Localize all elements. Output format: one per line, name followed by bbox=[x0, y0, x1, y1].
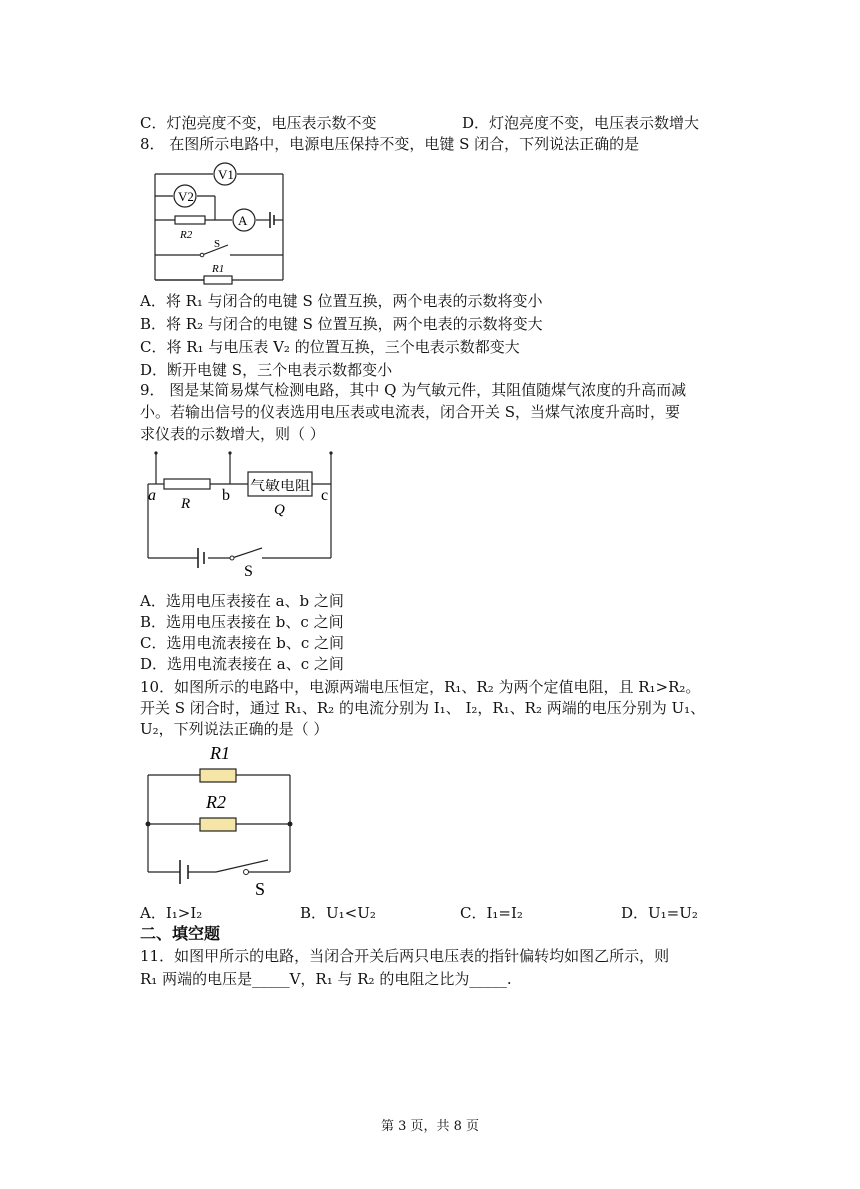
q9-circuit-diagram bbox=[140, 448, 350, 578]
q7-option-c: C．灯泡亮度不变，电压表示数不变 bbox=[140, 114, 377, 132]
q11-stem-line2: R₁ 两端的电压是_____V，R₁ 与 R₂ 的电阻之比为_____. bbox=[140, 970, 512, 988]
page-number: 第 3 页，共 8 页 bbox=[380, 1119, 480, 1134]
r1-label: R1 bbox=[210, 743, 230, 763]
q8-circuit-diagram bbox=[140, 160, 300, 285]
q10-option-d: D．U₁=U₂ bbox=[621, 904, 698, 922]
q10-stem-line2: 开关 S 闭合时，通过 R₁、R₂ 的电流分别为 I₁、 I₂，R₁、R₂ 两端的电压分别为 U₁、 bbox=[140, 699, 706, 717]
node-c-label: c bbox=[321, 487, 329, 504]
v1-label: V1 bbox=[218, 167, 234, 182]
v2-label: V2 bbox=[178, 189, 194, 204]
r1-label: R1 bbox=[212, 263, 225, 275]
q7-option-d: D．灯泡亮度不变，电压表示数增大 bbox=[462, 114, 700, 132]
section-heading: 二、填空题 bbox=[140, 924, 221, 943]
sensor-q-label: Q bbox=[274, 502, 285, 518]
q8-option-c: C．将 R₁ 与电压表 V₂ 的位置互换，三个电表示数都变大 bbox=[140, 338, 520, 356]
r2-label: R2 bbox=[180, 229, 193, 241]
q8-stem: 8． 在图所示电路中，电源电压保持不变，电键 S 闭合，下列说法正确的是 bbox=[140, 135, 640, 153]
node-a-label: a bbox=[148, 487, 156, 504]
switch-s-label: S bbox=[255, 879, 266, 899]
q10-option-b: B．U₁<U₂ bbox=[300, 904, 376, 922]
q11-stem-line1: 11．如图甲所示的电路，当闭合开关后两只电压表的指针偏转均如图乙所示，则 bbox=[140, 947, 670, 965]
q9-option-c: C．选用电流表接在 b、c 之间 bbox=[140, 634, 345, 652]
q9-stem-line2: 小。若输出信号的仪表选用电压表或电流表，闭合开关 S，当煤气浓度升高时，要 bbox=[140, 403, 681, 421]
q8-option-d: D．断开电键 S，三个电表示数都变小 bbox=[140, 361, 393, 379]
q9-stem-line1: 9． 图是某简易煤气检测电路，其中 Q 为气敏元件，其阻值随煤气浓度的升高而减 bbox=[140, 381, 687, 399]
switch-label: S bbox=[214, 238, 221, 250]
q10-circuit-diagram bbox=[140, 740, 300, 898]
q8-option-a: A．将 R₁ 与闭合的电键 S 位置互换，两个电表的示数将变小 bbox=[140, 292, 543, 310]
r2-label: R2 bbox=[206, 792, 226, 812]
q8-option-b: B．将 R₂ 与闭合的电键 S 位置互换，两个电表的示数将变大 bbox=[140, 315, 543, 333]
node-b-label: b bbox=[222, 487, 230, 504]
q9-option-d: D．选用电流表接在 a、c 之间 bbox=[140, 655, 344, 673]
ammeter-label: A bbox=[238, 213, 248, 228]
q9-stem-line3: 求仪表的示数增大，则（ ） bbox=[140, 425, 325, 443]
resistor-r-label: R bbox=[181, 496, 191, 512]
q10-stem-line1: 10．如图所示的电路中，电源两端电压恒定，R₁、R₂ 为两个定值电阻，且 R₁>R₂。 bbox=[140, 678, 701, 696]
gas-sensor-label: 气敏电阻 bbox=[250, 478, 310, 493]
q10-stem-line3: U₂，下列说法正确的是（ ） bbox=[140, 720, 329, 738]
q9-option-a: A．选用电压表接在 a、b 之间 bbox=[140, 592, 344, 610]
q10-option-c: C．I₁=I₂ bbox=[460, 904, 523, 922]
q9-option-b: B．选用电压表接在 b、c 之间 bbox=[140, 613, 344, 631]
q10-option-a: A．I₁>I₂ bbox=[140, 904, 203, 922]
switch-s-label: S bbox=[244, 563, 253, 580]
